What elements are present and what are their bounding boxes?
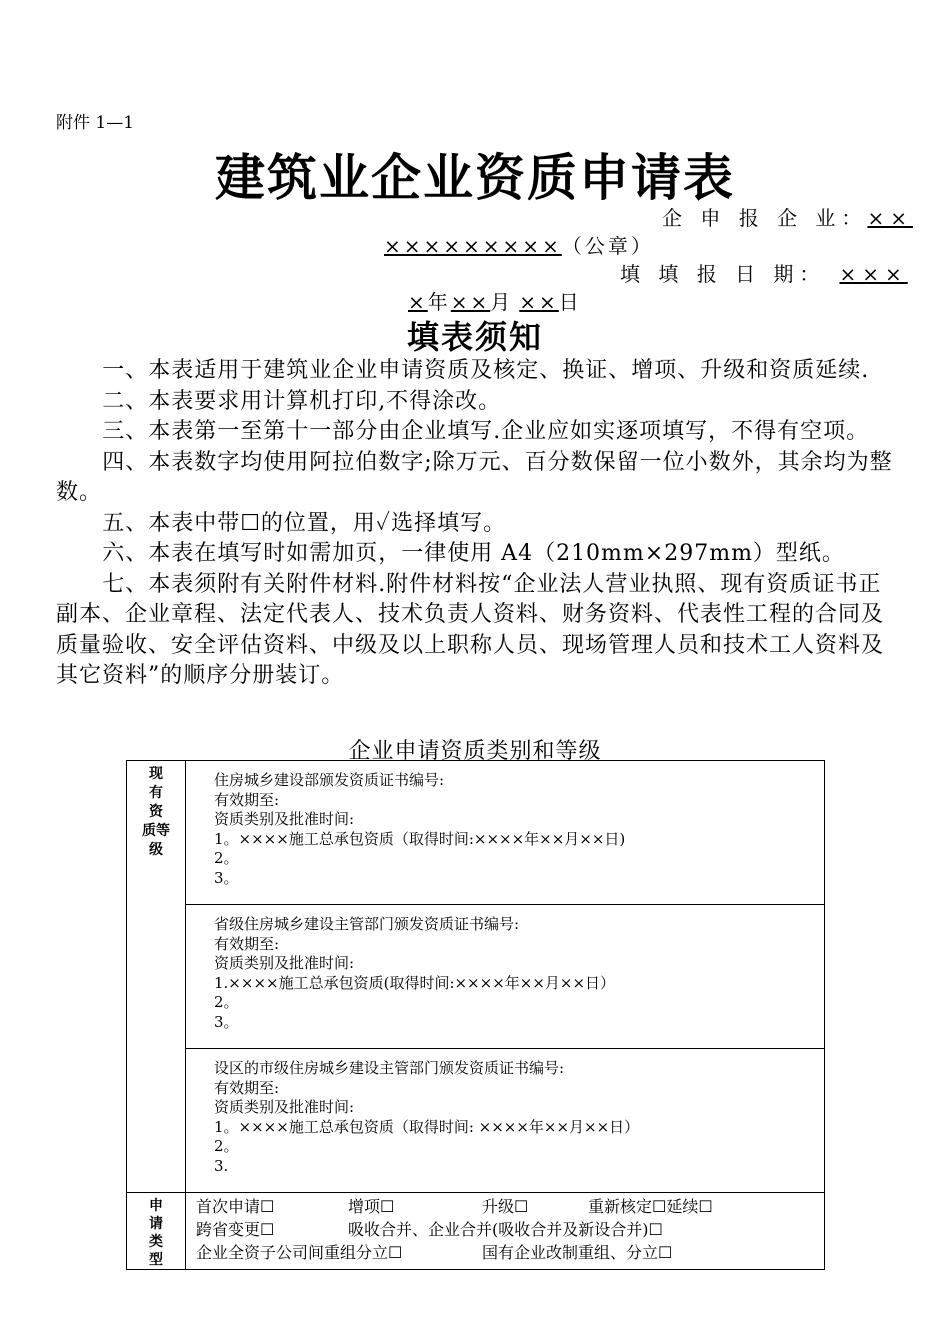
notice-title: 填表须知 bbox=[406, 318, 543, 356]
date-label: 填 填 报 日 期： bbox=[620, 262, 826, 286]
table-caption: 企业申请资质类别和等级 bbox=[348, 739, 602, 764]
cert-line: 1。××××施工总承包资质（取得时间:××××年××月××日) bbox=[214, 829, 626, 848]
label-char: 质等 bbox=[142, 823, 170, 839]
label-char: 现 bbox=[149, 766, 163, 782]
label-char: 类 bbox=[149, 1234, 163, 1250]
label-char: 资 bbox=[149, 804, 163, 820]
notice-list bbox=[56, 356, 896, 692]
application-options bbox=[186, 1193, 824, 1269]
cert-block-city bbox=[186, 1048, 824, 1192]
option-add-item[interactable]: 增项☐ bbox=[348, 1197, 395, 1216]
date-day-value: ×× bbox=[519, 290, 559, 314]
cert-category: 资质类别及批准时间: bbox=[214, 810, 355, 828]
option-upgrade[interactable]: 升级☐ bbox=[482, 1197, 529, 1216]
date-year-value: × bbox=[408, 290, 428, 314]
label-char: 级 bbox=[149, 842, 163, 858]
notice-item: 三、本表第一至第十一部分由企业填写.企业应如实逐项填写，不得有空项。 bbox=[102, 419, 870, 444]
cert-line: 1。××××施工总承包资质（取得时间: ××××年××月××日） bbox=[214, 1117, 640, 1136]
option-first-apply[interactable]: 首次申请☐ bbox=[196, 1197, 275, 1216]
notice-item: 五、本表中带☐的位置，用✓选择填写。 bbox=[102, 510, 507, 536]
date-year-label: 年 bbox=[427, 290, 451, 314]
notice-item: 二、本表要求用计算机打印,不得涂改。 bbox=[102, 388, 502, 414]
company-value-1: ×× bbox=[867, 206, 913, 230]
cert-line: 3。 bbox=[214, 868, 239, 887]
page-title: 建筑业企业资质申请表 bbox=[215, 149, 735, 207]
label-char: 型 bbox=[149, 1252, 163, 1268]
cert-validity: 有效期至: bbox=[214, 1078, 280, 1097]
label-char: 申 bbox=[149, 1198, 163, 1214]
cert-issuer: 住房城乡建设部颁发资质证书编号: bbox=[214, 771, 445, 789]
notice-item: 七、本表须附有关附件材料.附件材料按“企业法人营业执照、现有资质证书正副本、企业章程、法定代表人、技术负责人资料、财务资料、代表性工程的合同及质量验收、安全评估资料、中级及以上职称人员、现场管理人员和技术工人资料及其它资料”的顺序分册装订。 bbox=[56, 571, 885, 688]
date-value-1: ××× bbox=[839, 262, 908, 286]
company-label: 企 申 报 企 业： bbox=[662, 206, 868, 230]
company-line-1 bbox=[662, 202, 913, 231]
company-suffix: （公章） bbox=[561, 234, 654, 258]
cert-line: 3. bbox=[214, 1156, 229, 1175]
date-line-2 bbox=[408, 286, 582, 315]
date-month-label: 月 bbox=[490, 290, 514, 314]
company-line-2 bbox=[384, 230, 654, 259]
application-type-row bbox=[127, 1192, 824, 1269]
option-reverify-extend[interactable]: 重新核定☐延续☐ bbox=[588, 1197, 713, 1216]
cert-validity: 有效期至: bbox=[214, 934, 280, 953]
application-type-label bbox=[127, 1193, 186, 1269]
date-day-label: 日 bbox=[558, 290, 582, 314]
cert-issuer: 省级住房城乡建设主管部门颁发资质证书编号: bbox=[214, 915, 520, 933]
current-qualification-row bbox=[127, 761, 824, 1192]
cert-line: 2。 bbox=[214, 849, 239, 867]
cert-block-ministry bbox=[186, 761, 824, 904]
cert-line: 2。 bbox=[214, 993, 239, 1011]
notice-item: 四、本表数字均使用阿拉伯数字;除万元、百分数保留一位小数外，其余均为整数。 bbox=[56, 449, 893, 505]
qualification-table bbox=[126, 760, 825, 1270]
cert-category: 资质类别及批准时间: bbox=[214, 1098, 355, 1116]
cert-line: 2。 bbox=[214, 1137, 239, 1155]
option-soe-restructure[interactable]: 国有企业改制重组、分立☐ bbox=[482, 1243, 673, 1262]
cert-issuer: 设区的市级住房城乡建设主管部门颁发资质证书编号: bbox=[214, 1059, 565, 1077]
label-char: 请 bbox=[149, 1216, 163, 1232]
cert-blocks bbox=[186, 761, 824, 1192]
cert-validity: 有效期至: bbox=[214, 790, 280, 809]
date-line-1 bbox=[620, 258, 908, 287]
option-cross-province[interactable]: 跨省变更☐ bbox=[196, 1220, 275, 1239]
cert-block-province bbox=[186, 904, 824, 1048]
notice-item: 六、本表在填写时如需加页，一律使用 A4（210mm×297mm）型纸。 bbox=[102, 541, 845, 566]
option-merge[interactable]: 吸收合并、企业合并(吸收合并及新设合并)☐ bbox=[348, 1220, 663, 1239]
current-qualification-label bbox=[127, 761, 186, 1192]
notice-item: 一、本表适用于建筑业企业申请资质及核定、换证、增项、升级和资质延续. bbox=[102, 358, 870, 383]
option-subsidiary-restructure[interactable]: 企业全资子公司间重组分立☐ bbox=[196, 1243, 403, 1262]
cert-line: 3。 bbox=[214, 1012, 239, 1031]
attachment-label: 附件 1—1 bbox=[56, 113, 135, 133]
date-month-value: ×× bbox=[450, 290, 491, 314]
label-char: 有 bbox=[149, 785, 163, 801]
cert-line: 1.××××施工总承包资质(取得时间:××××年××月××日） bbox=[214, 973, 616, 992]
company-value-2: ××××××××× bbox=[384, 234, 562, 258]
cert-category: 资质类别及批准时间: bbox=[214, 954, 355, 972]
